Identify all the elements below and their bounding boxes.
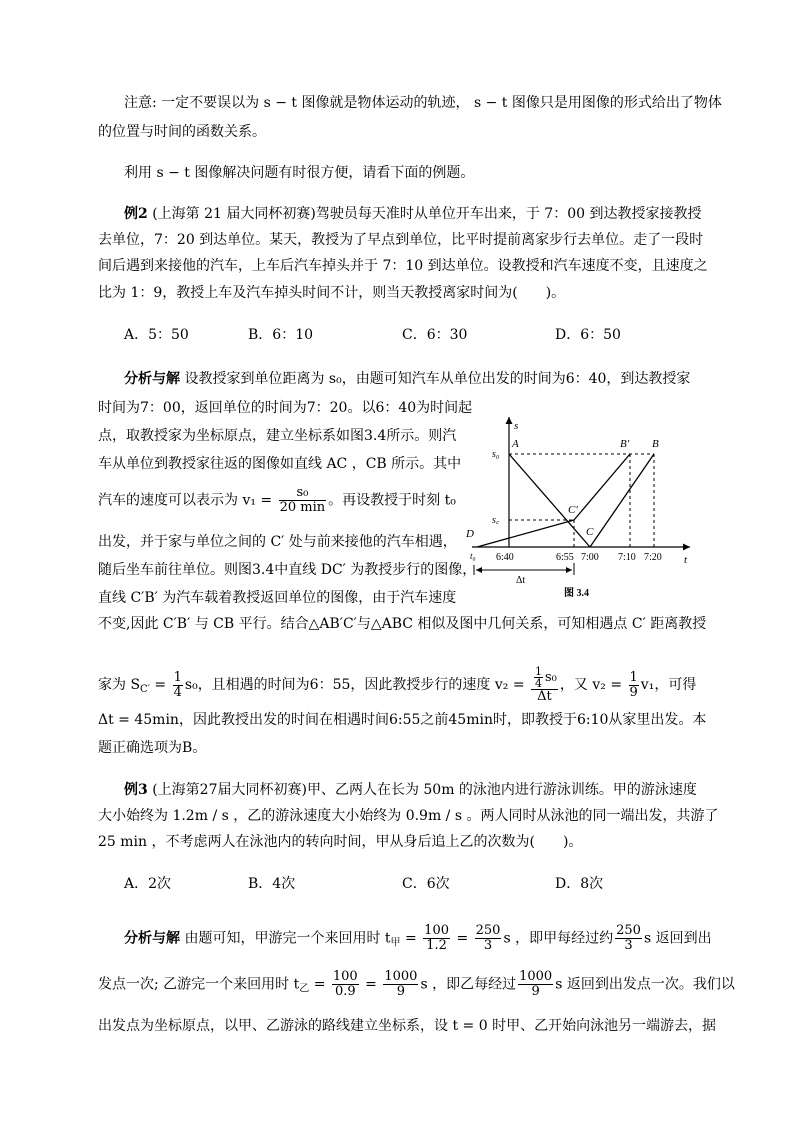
jia-f2-den: 3 <box>475 938 502 953</box>
jia-fraction-2 <box>475 924 502 953</box>
analysis3-text-1c: s ，即甲每经过约 <box>503 930 614 947</box>
example2-label: 例2 <box>124 206 148 222</box>
analysis3-sub-yi: 乙 <box>299 983 310 995</box>
jia-f3-num: 250 <box>616 923 641 938</box>
yi-fraction-1 <box>332 970 359 999</box>
yi-fraction-3 <box>518 970 553 999</box>
example2-line-3: 间后遇到来接他的汽车，上车后汽车掉头并于 7：10 到达单位。设教授和汽车速度不变，且速度之 <box>98 258 708 274</box>
point-d-label: D <box>466 528 474 540</box>
example3-line-2: 大小始终为 1.2m / s ，乙的游泳速度大小始终为 0.9m / s 。两人同时从泳池的同一端出发，共游了 <box>98 808 719 824</box>
analysis2-text-5b: 。再设教授于时刻 t₀ <box>328 492 456 509</box>
jia-f1-den: 1.2 <box>423 938 450 953</box>
yi-fraction-2 <box>383 970 418 999</box>
analysis2-line-3: 点，取教授家为坐标原点，建立坐标系如图3.4所示。则汽 <box>98 428 457 444</box>
lead-line: 利用 s − t 图像解决问题有时很方便，请看下面的例题。 <box>124 165 475 181</box>
analysis2-line-10: 家为 $S_{C'}$ = $\frac{1}{4}$ s₀，且相遇的时间为6：55，因此教授步行的速度 v₂ = $\frac{1}{4}$ s₀ Δt ，又 v₂ = $\frac{1}{9}$ v₁，可得 <box>98 665 697 704</box>
analysis3-text-1d: s 返回到出 <box>643 930 712 947</box>
line-AC <box>509 454 590 547</box>
t-axis-label: t <box>684 554 688 566</box>
analysis2-line-11: Δt = 45min，因此教授出发的时间在相遇时间6:55之前45min时，即教授于6:10从家里出发。本 <box>98 712 707 728</box>
yi-f3-num: 1000 <box>519 969 553 984</box>
analysis2-text-10a: 家为 S <box>98 677 141 693</box>
tick-640: 6:40 <box>496 552 514 563</box>
analysis2-line-8: 直线 C′B′ 为汽车载着教授返回单位的图像，由于汽车速度 <box>98 590 457 606</box>
analysis2-text-10b: = <box>149 677 171 693</box>
example2-option-a: A．5：50 <box>124 327 189 343</box>
jia-f3-den: 3 <box>615 938 642 953</box>
car-speed-numerator: s₀ <box>296 485 309 500</box>
yi-f3-den: 9 <box>518 984 553 999</box>
example3-option-b: B．4次 <box>248 876 296 892</box>
line-C-prime-B-prime <box>574 454 630 520</box>
analysis3-text-2d: s 返回到出发点一次。我们以 <box>555 976 735 993</box>
jia-f1-num: 100 <box>424 923 449 938</box>
point-b-prime-label: B′ <box>620 438 630 450</box>
note-line-2: 的位置与时间的函数关系。 <box>98 124 266 140</box>
yi-f2-den: 9 <box>383 984 418 999</box>
sc-label: s꜀ <box>492 515 500 526</box>
analysis3-line-3: 出发点为坐标原点，以甲、乙游泳的路线建立坐标系，设 t = 0 时甲、乙开始向泳池另一端游去，据 <box>98 1018 717 1034</box>
s0-label: s₀ <box>492 449 500 460</box>
analysis2-line-9: 不变,因此 C′B′ 与 CB 平行。结合△AB′C′与△ABC 相似及图中几何关系，可知相遇点 C′ 距离教授 <box>98 616 707 632</box>
yi-f2-num: 1000 <box>384 969 418 984</box>
tick-720: 7:20 <box>644 552 662 563</box>
tick-700: 7:00 <box>581 552 599 563</box>
example3-option-a: A．2次 <box>124 876 172 892</box>
example3-label: 例3 <box>124 782 148 798</box>
line-CB <box>590 454 654 547</box>
car-speed-fraction <box>279 486 327 515</box>
analysis2-line-12: 题正确选项为B。 <box>98 740 207 756</box>
analysis2-line-5 <box>98 486 456 515</box>
figure-3-4 <box>462 413 702 603</box>
analysis2-text-5a: 汽车的速度可以表示为 v₁ = <box>98 492 277 509</box>
analysis2-text-1: 设教授家到单位距离为 s₀，由题可知汽车从单位出发的时间为6：40，到达教授家 <box>180 371 691 387</box>
tick-655: 6:55 <box>556 552 574 563</box>
analysis2-text-10d: ，又 v₂ = <box>559 677 627 693</box>
jia-f2-num: 250 <box>475 923 501 938</box>
example2-option-d: D．6：50 <box>555 327 621 343</box>
yi-f1-den: 0.9 <box>332 984 359 999</box>
walk-speed-fraction: $\frac{1}{4}$ s₀ Δt <box>531 666 558 704</box>
analysis2-line-7: 随后坐车前往单位。则图3.4中直线 DC′ 为教授步行的图像， <box>98 562 477 578</box>
example3-option-c: C．6次 <box>402 876 450 892</box>
example3-text-1: (上海第27届大同杯初赛)甲、乙两人在长为 50m 的泳池内进行游泳训练。甲的游泳速度 <box>147 782 697 798</box>
figure-caption: 图 3.4 <box>564 588 589 599</box>
analysis3-line-2: 发点一次; 乙游完一个来回用时 $t_乙$ = $\frac{100}{0.9}$ = $\frac{1000}{9}$ s ，即乙每经过 $\frac{1000}{9}$ s 返回到出发点一次。我们以 <box>98 969 735 999</box>
car-speed-denominator: 20 min <box>279 500 326 515</box>
example2-option-b: B．6：10 <box>248 327 314 343</box>
point-c-label: C <box>586 526 594 538</box>
s-axis-label: s <box>514 420 519 432</box>
jia-fraction-1 <box>423 924 450 953</box>
tick-710: 7:10 <box>618 552 636 563</box>
analysis2-line-6: 出发，并于家与单位之间的 C′ 处与前来接他的汽车相遇， <box>98 534 457 550</box>
example3-option-d: D．8次 <box>555 876 604 892</box>
analysis2-line-4: 车从单位到教授家往返的图像如直线 AC ，CB 所示。其中 <box>98 456 462 472</box>
t0-label: t₀ <box>470 551 476 561</box>
quarter-fraction: $\frac{1}{4}$ <box>173 669 182 700</box>
analysis2-text-10e: v₁，可得 <box>640 677 697 693</box>
analysis3-text-1a: 由题可知，甲游完一个来回用时 t <box>180 930 391 947</box>
analysis3-label: 分析与解 <box>124 930 180 947</box>
example3-line-1 <box>124 780 697 800</box>
analysis3-text-2c: s ，即乙每经过 <box>420 976 517 993</box>
analysis2-text-10c: s₀，且相遇的时间为6：55，因此教授步行的速度 v₂ = <box>184 677 530 693</box>
jia-fraction-3 <box>615 924 642 953</box>
example2-line-4: 比为 1：9，教授上车及汽车掉头时间不计，则当天教授离家时间为( )。 <box>98 285 566 301</box>
example2-line-2: 去单位，7：20 到达单位。某天，教授为了早点到单位，比平时提前离家步行去单位。走了一段时 <box>98 232 704 248</box>
analysis3-text-1b: = <box>400 930 422 947</box>
analysis3-sub-jia: 甲 <box>390 937 401 949</box>
example3-line-3: 25 min ，不考虑两人在泳池内的转向时间，甲从身后追上乙的次数为( )。 <box>98 834 583 850</box>
analysis2-line-1 <box>124 369 690 389</box>
example2-text-1: (上海第 21 届大同杯初赛)驾驶员每天准时从单位开车出来，于 7：00 到达教授家接教授 <box>147 206 702 222</box>
yi-f1-num: 100 <box>332 969 358 984</box>
point-c-prime-label: C′ <box>568 504 578 516</box>
point-b-label: B <box>652 438 659 450</box>
dt-label: Δt <box>516 575 526 586</box>
analysis3-line-1: 分析与解 由题可知，甲游完一个来回用时 $t_甲$ = $\frac{100}{1.2}$ = $\frac{250}{3}$ s ，即甲每经过约 $\frac{250}{3}$ s 返回到出 <box>124 923 712 953</box>
analysis2-label: 分析与解 <box>124 371 180 387</box>
example2-line-1 <box>124 204 701 224</box>
point-a-label: A <box>512 438 519 450</box>
ninth-fraction: $\frac{1}{9}$ <box>629 669 638 700</box>
analysis3-text-2a: 发点一次; 乙游完一个来回用时 t <box>98 976 300 993</box>
example2-option-c: C．6：30 <box>402 327 468 343</box>
analysis2-line-2: 时间为7：00，返回单位的时间为7：20。以6：40为时间起 <box>98 400 473 416</box>
note-line-1: 注意: 一定不要误以为 s − t 图像就是物体运动的轨迹， s − t 图像只是用图像的形式给出了物体 <box>124 95 722 111</box>
